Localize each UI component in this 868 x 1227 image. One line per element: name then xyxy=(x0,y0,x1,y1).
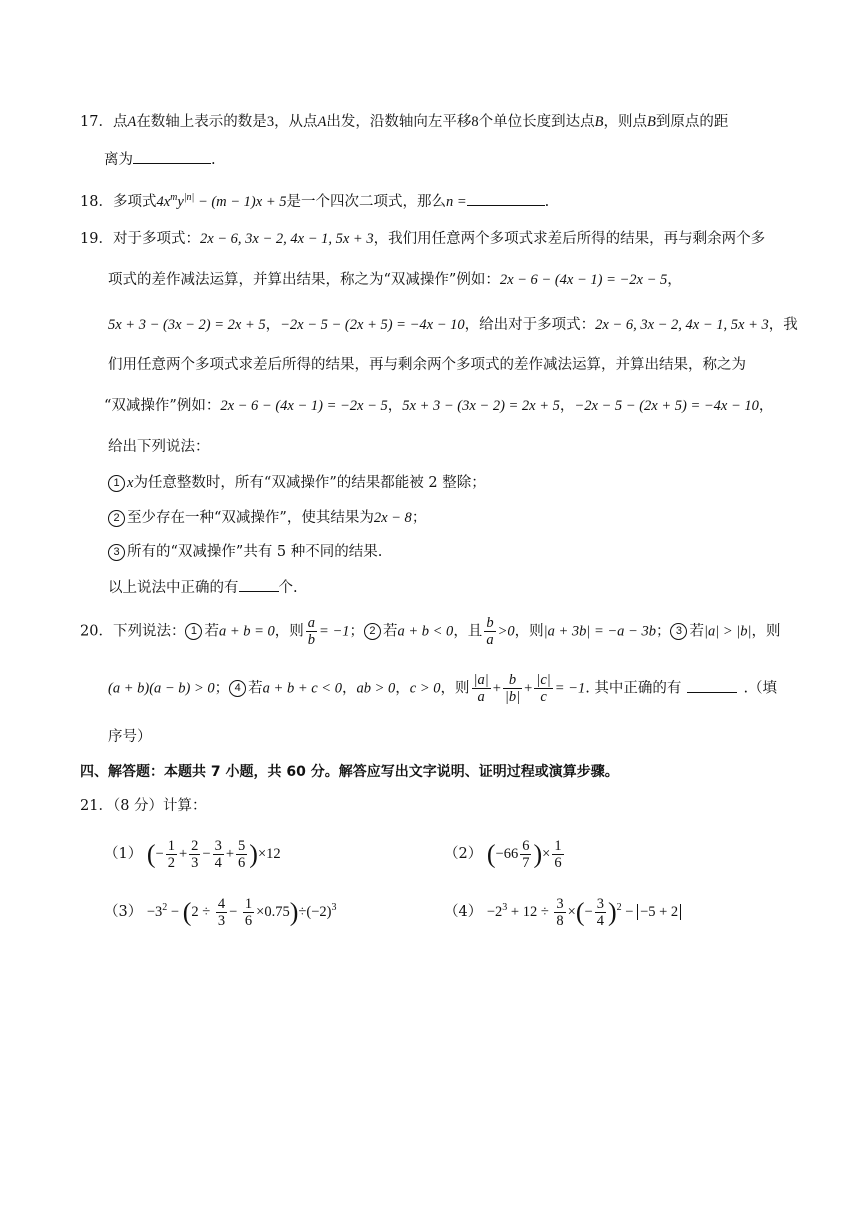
q19-text: 项式的差作减法运算，并算出结果，称之为“双减操作”例如： xyxy=(108,272,500,288)
q20-text: ， xyxy=(395,680,410,697)
q19-text: ，给出对于多项式： xyxy=(464,317,596,333)
part-label: （2） xyxy=(444,845,483,862)
q20-text: 下列说法： xyxy=(112,623,186,640)
q21-text: （8 分）计算： xyxy=(112,798,207,814)
q19-text: ，我 xyxy=(768,317,798,333)
q19-example: 5x + 3 − (3x − 2) = 2x + 5 xyxy=(108,317,266,333)
q21-2-expression: (−66 $\frac{6}{7}$ )× $\frac{1}{6}$ xyxy=(486,838,562,871)
q18-term: n = xyxy=(445,193,467,210)
answer-blank[interactable] xyxy=(467,191,545,206)
q17-text: 在数轴上表示的数是 xyxy=(136,114,267,130)
q20-text: . 其中正确的有 xyxy=(585,680,682,697)
numerator: b xyxy=(503,672,522,689)
question-19-line-6 xyxy=(108,437,210,457)
q19-example: 5x + 3 − (3x − 2) = 2x + 5 xyxy=(402,398,560,414)
circled-number: 3 xyxy=(670,623,687,640)
question-20-line-2: (a + b)(a − b) > 0； 4 若a + b + c < 0，ab > 0，c > 0，则 $\frac{|a|}{a}$ + $\frac{b}{|b|}$ + $\frac{|c|}{c}$ = −1. 其中正确的有 .（填 xyxy=(108,672,778,705)
q18-text: . xyxy=(544,193,550,210)
q17-value: 8 xyxy=(471,114,479,130)
denominator: |b| xyxy=(504,689,521,705)
question-17-line-2 xyxy=(104,149,216,170)
q18-text: 多项式 xyxy=(112,193,157,210)
q19-expression: 2x − 8 xyxy=(373,510,412,526)
q20-text: ，则 xyxy=(274,623,304,640)
q19-example: 2x − 6 − (4x − 1) = −2x − 5 xyxy=(220,398,388,414)
q18-term: y xyxy=(177,193,184,210)
q17-number: 17． xyxy=(80,114,113,130)
q21-part-4 xyxy=(444,896,681,929)
circled-number: 3 xyxy=(108,544,125,561)
numerator: |c| xyxy=(536,672,551,688)
q19-number: 19． xyxy=(80,231,113,247)
q17-text: ，则点 xyxy=(603,114,648,130)
q20-text: ，则 xyxy=(440,680,470,697)
q20-expression: = −1 xyxy=(319,623,350,640)
answer-blank[interactable] xyxy=(133,149,211,164)
q20-expression: a + b + c < 0 xyxy=(262,680,342,697)
answer-blank[interactable] xyxy=(687,678,737,693)
circled-number: 2 xyxy=(364,623,381,640)
circled-number: 2 xyxy=(108,510,125,527)
q20-expression: = −1 xyxy=(554,680,586,697)
fraction xyxy=(534,672,552,705)
question-19-line-2 xyxy=(108,270,682,290)
q21-4-expression: $-2^3 + 12$ ÷ $\frac{3}{8}$ ×(− $\frac{3}{4}$ )$^2$ − −5 + 2 xyxy=(487,904,681,920)
question-19-final xyxy=(108,577,298,598)
q21-part-1 xyxy=(104,838,281,871)
q20-text: 若 xyxy=(382,623,398,640)
q20-expression: a + b < 0 xyxy=(397,623,454,640)
denominator: a xyxy=(486,632,494,648)
question-19-line-4 xyxy=(108,355,746,375)
question-20-line-3 xyxy=(108,727,152,747)
q17-text: 出发，沿数轴向左平移 xyxy=(326,114,472,130)
part-label: （1） xyxy=(104,845,143,862)
denominator: a xyxy=(477,689,485,705)
q19-text: ， xyxy=(667,272,682,288)
q17-text: 点 xyxy=(112,114,128,130)
question-21-header xyxy=(80,796,207,816)
q19-text: 给出下列说法： xyxy=(108,439,210,455)
q19-text: ， xyxy=(758,398,774,414)
q21-part-2 xyxy=(444,838,566,871)
q19-text: 所有的“双减操作”共有 5 种不同的结果. xyxy=(127,544,383,560)
fraction xyxy=(503,672,522,705)
q19-polynomials: 2x − 6, 3x − 2, 4x − 1, 5x + 3 xyxy=(595,317,769,333)
q18-term: − (m − 1)x + 5 xyxy=(194,193,287,210)
q20-expression: a + b = 0 xyxy=(218,623,275,640)
q20-text: .（填 xyxy=(743,680,778,697)
q17-text: 个单位长度到达点 xyxy=(478,114,595,130)
q20-text: ； xyxy=(655,623,671,640)
q19-example: −2x − 5 − (2x + 5) = −4x − 10 xyxy=(280,317,465,333)
q20-expression: |a| > |b| xyxy=(703,623,752,640)
q18-number: 18． xyxy=(80,193,113,210)
part-label: （4） xyxy=(444,903,483,920)
denominator: c xyxy=(540,689,547,705)
part-label: （3） xyxy=(104,903,143,920)
circled-number: 1 xyxy=(108,475,125,492)
q20-expression: (a + b)(a − b) > 0 xyxy=(108,680,215,697)
q20-number: 20． xyxy=(80,623,113,640)
q18-exponent: m xyxy=(170,192,178,203)
q21-1-expression: (− $\frac{1}{2}$ + $\frac{2}{3}$ − $\frac{3}{4}$ + $\frac{5}{6}$ )×12 xyxy=(146,838,281,871)
q20-text: 若 xyxy=(204,623,219,640)
q17-text: . xyxy=(211,152,216,168)
q20-expression: ab > 0 xyxy=(356,680,396,697)
q17-text: 离为 xyxy=(104,152,133,168)
q20-text: 若 xyxy=(689,623,704,640)
point-a: A xyxy=(127,114,137,130)
q20-text: ，则 xyxy=(514,623,544,640)
q18-term: 4x xyxy=(156,193,171,210)
q20-text: ，且 xyxy=(453,623,483,640)
statement-2 xyxy=(108,508,426,528)
q19-text: 以上说法中正确的有 xyxy=(108,580,239,596)
q19-text: “双减操作”例如： xyxy=(104,398,221,414)
numerator: b xyxy=(486,615,494,631)
point-b: B xyxy=(647,114,656,130)
circled-number: 1 xyxy=(185,623,202,640)
q19-text: ，我们用任意两个多项式求差后所得的结果，再与剩余两个多 xyxy=(373,231,766,247)
fraction xyxy=(306,615,317,648)
q19-text: 个. xyxy=(278,580,298,596)
q17-text: 到原点的距 xyxy=(655,114,729,130)
q20-text: 序号） xyxy=(108,729,152,745)
q19-example: 2x − 6 − (4x − 1) = −2x − 5 xyxy=(499,272,668,288)
question-17-line-1 xyxy=(80,112,728,132)
statement-1 xyxy=(108,473,486,493)
q18-text: 是一个四次二项式，那么 xyxy=(286,193,446,210)
q20-text: 若 xyxy=(248,680,263,697)
q17-text: ，从点 xyxy=(274,114,318,130)
point-a: A xyxy=(317,114,327,130)
q19-text: 们用任意两个多项式求差后所得的结果，再与剩余两个多项式的差作减法运算，并算出结果，称之为 xyxy=(108,357,746,373)
q18-exponent: |n| xyxy=(183,192,195,203)
q19-polynomials: 2x − 6, 3x − 2, 4x − 1, 5x + 3 xyxy=(199,231,374,247)
q20-text: ； xyxy=(214,680,230,697)
denominator: b xyxy=(307,632,316,648)
fraction xyxy=(472,672,491,705)
q20-expression: c > 0 xyxy=(409,680,441,697)
numerator: a xyxy=(307,615,316,631)
q20-text: ， xyxy=(341,680,357,697)
point-b: B xyxy=(594,114,604,130)
q19-text: 至少存在一种“双减操作”，使其结果为 xyxy=(127,510,374,526)
answer-blank[interactable] xyxy=(239,577,279,592)
q19-text: ； xyxy=(411,510,427,526)
q19-text: 对于多项式： xyxy=(112,231,200,247)
q19-text: ， xyxy=(387,398,403,414)
q20-text: ； xyxy=(349,623,364,640)
question-19-line-5 xyxy=(104,396,773,416)
q17-value: 3 xyxy=(266,114,275,130)
fraction xyxy=(484,615,495,648)
question-18 xyxy=(80,188,549,212)
q19-text: ， xyxy=(559,398,575,414)
statement-3 xyxy=(108,542,382,562)
q21-part-3 xyxy=(104,896,336,929)
numerator: |a| xyxy=(473,672,489,688)
question-19-line-3 xyxy=(108,315,798,335)
q19-example: −2x − 5 − (2x + 5) = −4x − 10 xyxy=(574,398,759,414)
q21-3-expression: $-3^2 - (2$ ÷ $\frac{4}{3}$ − $\frac{1}{6}$ $\times 0.75)\div(-2)^3$ xyxy=(146,896,337,929)
q20-text: ，则 xyxy=(751,623,781,640)
section-heading: 四、解答题：本题共 7 小题，共 60 分。解答应写出文字说明、证明过程或演算步骤。 xyxy=(80,764,619,780)
q21-number: 21． xyxy=(80,798,113,814)
q19-text: ， xyxy=(265,317,281,333)
q19-text: 为任意整数时，所有“双减操作”的结果都能被 2 整除； xyxy=(133,475,486,491)
question-19-line-1 xyxy=(80,229,765,249)
q19-variable: x xyxy=(127,475,134,491)
question-20-line-1 xyxy=(80,615,780,648)
q20-expression: >0 xyxy=(497,623,515,640)
q20-expression: |a + 3b| = −a − 3b xyxy=(543,623,656,640)
circled-number: 4 xyxy=(229,680,246,697)
